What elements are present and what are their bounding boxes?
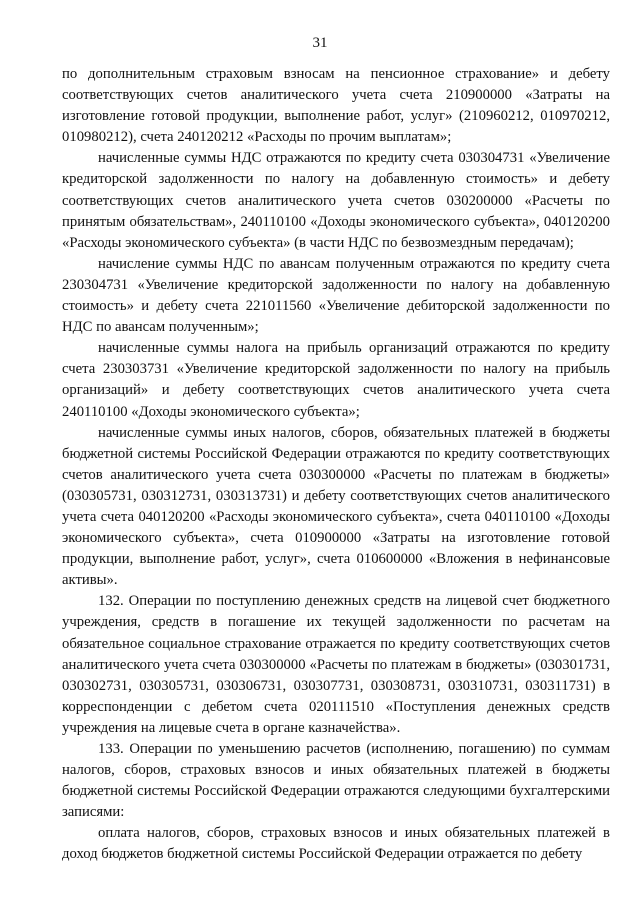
paragraph: начисление суммы НДС по авансам полученным отражаются по кредиту счета 230304731 «Увеличение кредиторской задолженности по налогу на добавленную стоимость» и дебету счета 221011560 «Увеличение дебиторской задолженности по НДС по авансам полученным»; [62,255,610,336]
document-body [62,64,610,866]
paragraph: начисленные суммы иных налогов, сборов, обязательных платежей в бюджеты бюджетной системы Российской Федерации отражаются по кредиту соответствующих счетов аналитического учета счета 030300000 «Расчеты по платежам в бюджеты» (030305731, 030312731, 030313731) и дебету соответствующих счетов аналитического учета счета 040120200 «Расходы экономического субъекта», счета 040110100 «Доходы экономического субъекта», счета 010900000 «Затраты на изготовление готовой продукции, выполнение работ, услуг», счета 010600000 «Вложения в нефинансовые активы». [62,424,610,589]
page-number: 31 [312,35,328,51]
paragraph: оплата налогов, сборов, страховых взносов и иных обязательных платежей в доход бюджетов бюджетной системы Российской Федерации отражается по дебету [62,825,610,863]
paragraph: 133. Операции по уменьшению расчетов (исполнению, погашению) по суммам налогов, сборов, страховых взносов и иных обязательных платежей в бюджеты бюджетной системы Российской Федерации отражаются следующими бухгалтерскими записями: [62,741,610,821]
paragraph: начисленные суммы налога на прибыль организаций отражаются по кредиту счета 230303731 «Увеличение кредиторской задолженности по налогу на прибыль организаций» и дебету соответствующих счетов аналитического учета счета 240110100 «Доходы экономического субъекта»; [62,340,610,420]
paragraph: начисленные суммы НДС отражаются по кредиту счета 030304731 «Увеличение кредиторской задолженности по налогу на добавленную стоимость» и дебету соответствующих счетов аналитического учета счетов 030200000 «Расчеты по принятым обязательствам», 240110100 «Доходы экономического субъекта», 040120200 «Расходы экономического субъекта» (в части НДС по безвозмездным передачам); [62,150,610,251]
paragraph: 132. Операции по поступлению денежных средств на лицевой счет бюджетного учреждения, средств в погашение их текущей задолженности по расчетам на обязательное социальное страхование отражается по кредиту соответствующих счетов аналитического учета счета 030300000 «Расчеты по платежам в бюджеты» (030301731, 030302731, 030305731, 030306731, 030307731, 030308731, 030310731, 030311731) в корреспонденции с дебетом счета 020111510 «Поступления денежных средств учреждения на лицевые счета в органе казначейства». [62,593,610,736]
paragraph: по дополнительным страховым взносам на пенсионное страхование» и дебету соответствующих счетов аналитического учета счета 210900000 «Затраты на изготовление готовой продукции, выполнение работ, услуг» (210960212, 010970212, 010980212), счета 240120212 «Расходы по прочим выплатам»; [62,66,610,146]
